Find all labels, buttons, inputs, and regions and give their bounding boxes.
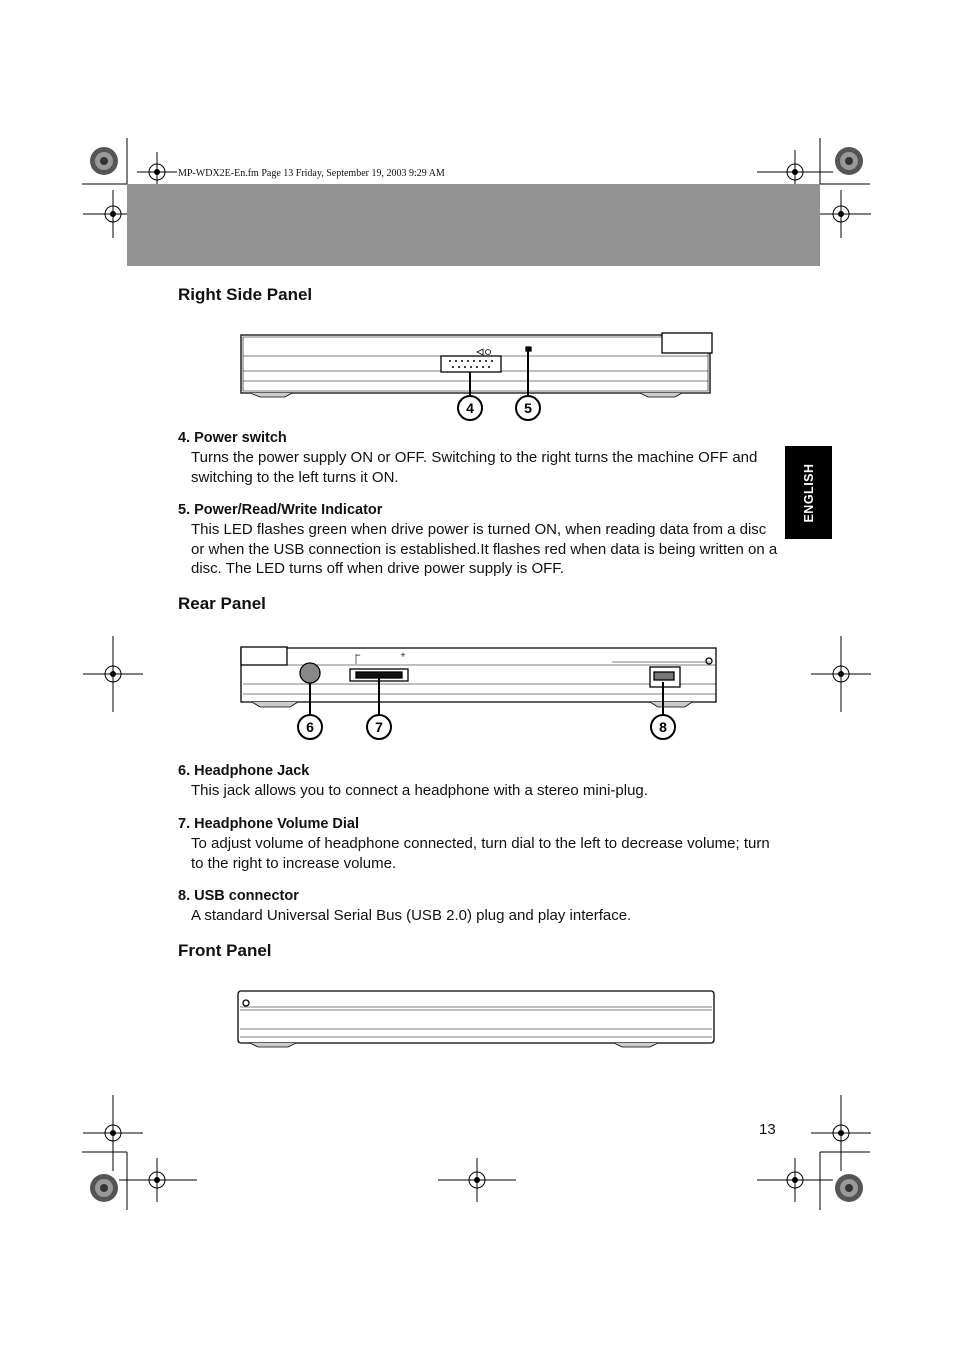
page-number: 13 bbox=[759, 1121, 776, 1138]
right-side-panel-title: Right Side Panel bbox=[178, 285, 313, 304]
header-band bbox=[127, 184, 820, 266]
item-body-indicator: This LED flashes green when drive power is turned ON, when reading data from a disc or when the USB connection is established.It flashes red when data is being written on a disc. The LED turns off when drive power supply is OFF. bbox=[191, 521, 778, 577]
item-title-power-switch: 4. Power switch bbox=[178, 430, 287, 446]
callout-8: 8 bbox=[659, 719, 667, 735]
right-side-panel-illustration bbox=[230, 325, 730, 425]
language-tab bbox=[785, 446, 832, 539]
rear-panel-illustration bbox=[230, 640, 730, 745]
item-title-headphone-jack: 6. Headphone Jack bbox=[178, 763, 310, 779]
item-title-volume-dial: 7. Headphone Volume Dial bbox=[178, 816, 360, 832]
callout-4: 4 bbox=[466, 400, 474, 416]
language-tab-label: ENGLISH bbox=[801, 462, 816, 523]
front-panel-title: Front Panel bbox=[178, 941, 272, 960]
front-panel-illustration bbox=[230, 985, 730, 1050]
item-body-power-switch: Turns the power supply ON or OFF. Switching to the right turns the machine OFF and switching to the left turns it ON. bbox=[191, 449, 758, 486]
item-body-headphone-jack: This jack allows you to connect a headphone with a stereo mini-plug. bbox=[191, 782, 648, 799]
print-info: MP-WDX2E-En.fm Page 13 Friday, September 19, 2003 9:29 AM bbox=[178, 168, 445, 179]
callout-6: 6 bbox=[306, 719, 314, 735]
item-title-usb-connector: 8. USB connector bbox=[178, 888, 299, 904]
dial-plus-mark: + bbox=[400, 650, 406, 660]
callout-5: 5 bbox=[524, 400, 532, 416]
dial-minus-mark: − bbox=[355, 650, 361, 660]
item-title-indicator: 5. Power/Read/Write Indicator bbox=[178, 502, 383, 518]
callout-7: 7 bbox=[375, 719, 383, 735]
item-body-volume-dial: To adjust volume of headphone connected, turn dial to the left to decrease volume; turn to the right to increase volume. bbox=[191, 835, 770, 872]
item-body-usb-connector: A standard Universal Serial Bus (USB 2.0) plug and play interface. bbox=[191, 907, 632, 924]
rear-panel-title: Rear Panel bbox=[178, 594, 266, 613]
